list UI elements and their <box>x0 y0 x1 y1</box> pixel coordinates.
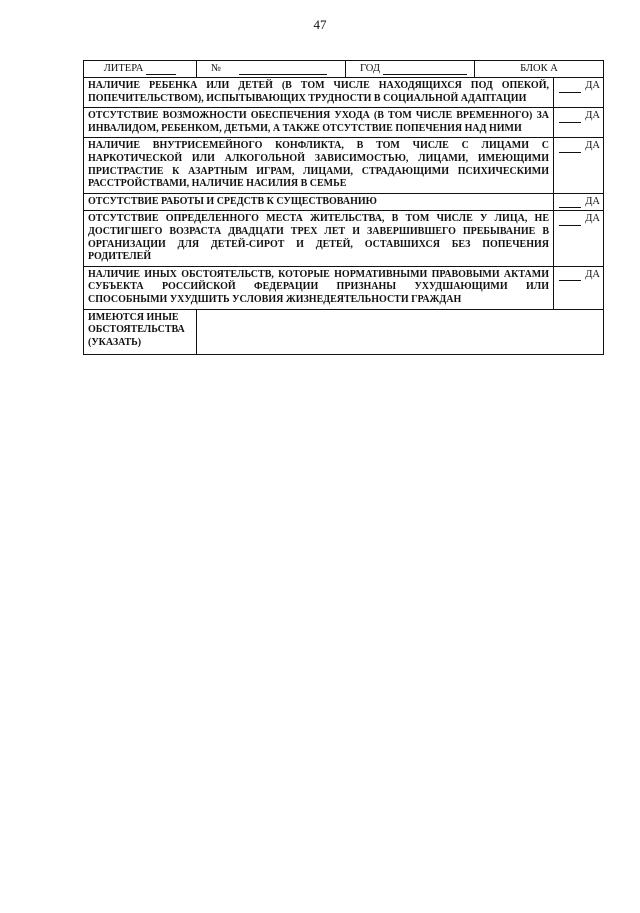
number-label: № <box>211 62 222 74</box>
answer-blank[interactable] <box>559 215 581 226</box>
condition-row <box>84 193 604 211</box>
year-label: ГОД <box>360 62 381 74</box>
answer-blank[interactable] <box>559 142 581 153</box>
other-circumstances-field[interactable] <box>197 309 604 354</box>
litera-blank[interactable] <box>146 64 176 75</box>
number-blank[interactable] <box>239 64 327 75</box>
answer-cell[interactable] <box>554 193 604 211</box>
answer-label: ДА <box>585 195 600 207</box>
answer-label: ДА <box>585 80 600 91</box>
answer-blank[interactable] <box>559 197 581 208</box>
condition-text: НАЛИЧИЕ РЕБЕНКА ИЛИ ДЕТЕЙ (В ТОМ ЧИСЛЕ НАХОДЯЩИХСЯ ПОД ОПЕКОЙ, ПОПЕЧИТЕЛЬСТВОМ), ИСПЫТЫВАЮЩИХ ТРУДНОСТИ В СОЦИАЛЬНОЙ АДАПТАЦИИ <box>84 78 554 108</box>
answer-label: ДА <box>585 213 600 225</box>
condition-text: ОТСУТСТВИЕ РАБОТЫ И СРЕДСТВ К СУЩЕСТВОВАНИЮ <box>84 193 554 211</box>
other-circumstances-row <box>84 309 604 354</box>
answer-blank[interactable] <box>559 112 581 123</box>
condition-row <box>84 138 604 193</box>
condition-text: ОТСУТСТВИЕ ОПРЕДЕЛЕННОГО МЕСТА ЖИТЕЛЬСТВА, В ТОМ ЧИСЛЕ У ЛИЦА, НЕ ДОСТИГШЕГО ВОЗРАСТА ДВАДЦАТИ ТРЕХ ЛЕТ И ЗАВЕРШИВШЕГО ПРЕБЫВАНИЕ В ОРГАНИЗАЦИИ ДЛЯ ДЕТЕЙ-СИРОТ И ДЕТЕЙ, ОСТАВШИХСЯ БЕЗ ПОПЕЧЕНИЯ РОДИТЕЛЕЙ <box>84 211 554 266</box>
answer-blank[interactable] <box>559 270 581 281</box>
answer-label: ДА <box>585 268 600 280</box>
condition-row <box>84 108 604 138</box>
other-circumstances-label: ИМЕЮТСЯ ИНЫЕ ОБСТОЯТЕЛЬСТВА (УКАЗАТЬ) <box>84 309 197 354</box>
answer-label: ДА <box>585 140 600 152</box>
answer-label: ДА <box>585 110 600 122</box>
condition-row <box>84 78 604 108</box>
answer-cell[interactable] <box>554 78 604 108</box>
form-header-row <box>84 61 604 78</box>
litera-cell <box>84 61 197 78</box>
answer-cell[interactable] <box>554 108 604 138</box>
answer-blank[interactable] <box>559 82 581 93</box>
condition-row <box>84 211 604 266</box>
block-label: БЛОК А <box>520 62 558 74</box>
answer-cell[interactable] <box>554 266 604 309</box>
condition-text: НАЛИЧИЕ ВНУТРИСЕМЕЙНОГО КОНФЛИКТА, В ТОМ ЧИСЛЕ С ЛИЦАМИ С НАРКОТИЧЕСКОЙ ИЛИ АЛКОГОЛЬНОЙ ЗАВИСИМОСТЬЮ, ЛИЦАМИ, ИМЕЮЩИМИ ПРИСТРАСТИЕ К АЗАРТНЫМ ИГРАМ, ЛИЦАМИ, СТРАДАЮЩИМИ ПСИХИЧЕСКИМИ РАССТРОЙСТВАМИ, НАЛИЧИЕ НАСИЛИЯ В СЕМЬЕ <box>84 138 554 193</box>
condition-text: НАЛИЧИЕ ИНЫХ ОБСТОЯТЕЛЬСТВ, КОТОРЫЕ НОРМАТИВНЫМИ ПРАВОВЫМИ АКТАМИ СУБЪЕКТА РОССИЙСКОЙ ФЕДЕРАЦИИ ПРИЗНАНЫ УХУДШАЮЩИМИ ИЛИ СПОСОБНЫМИ УХУДШИТЬ УСЛОВИЯ ЖИЗНЕДЕЯТЕЛЬНОСТИ ГРАЖДАН <box>84 266 554 309</box>
condition-row <box>84 266 604 309</box>
page-number: 47 <box>313 17 327 32</box>
circumstances-form <box>83 60 604 355</box>
number-cell <box>197 61 346 78</box>
answer-cell[interactable] <box>554 138 604 193</box>
answer-cell[interactable] <box>554 211 604 266</box>
condition-text: ОТСУТСТВИЕ ВОЗМОЖНОСТИ ОБЕСПЕЧЕНИЯ УХОДА (В ТОМ ЧИСЛЕ ВРЕМЕННОГО) ЗА ИНВАЛИДОМ, РЕБЕНКОМ, ДЕТЬМИ, А ТАКЖЕ ОТСУТСТВИЕ ПОПЕЧЕНИЯ НАД НИМИ <box>84 108 554 138</box>
year-blank[interactable] <box>383 64 467 75</box>
block-cell <box>475 61 604 78</box>
year-cell <box>346 61 475 78</box>
litera-label: ЛИТЕРА <box>103 62 144 74</box>
